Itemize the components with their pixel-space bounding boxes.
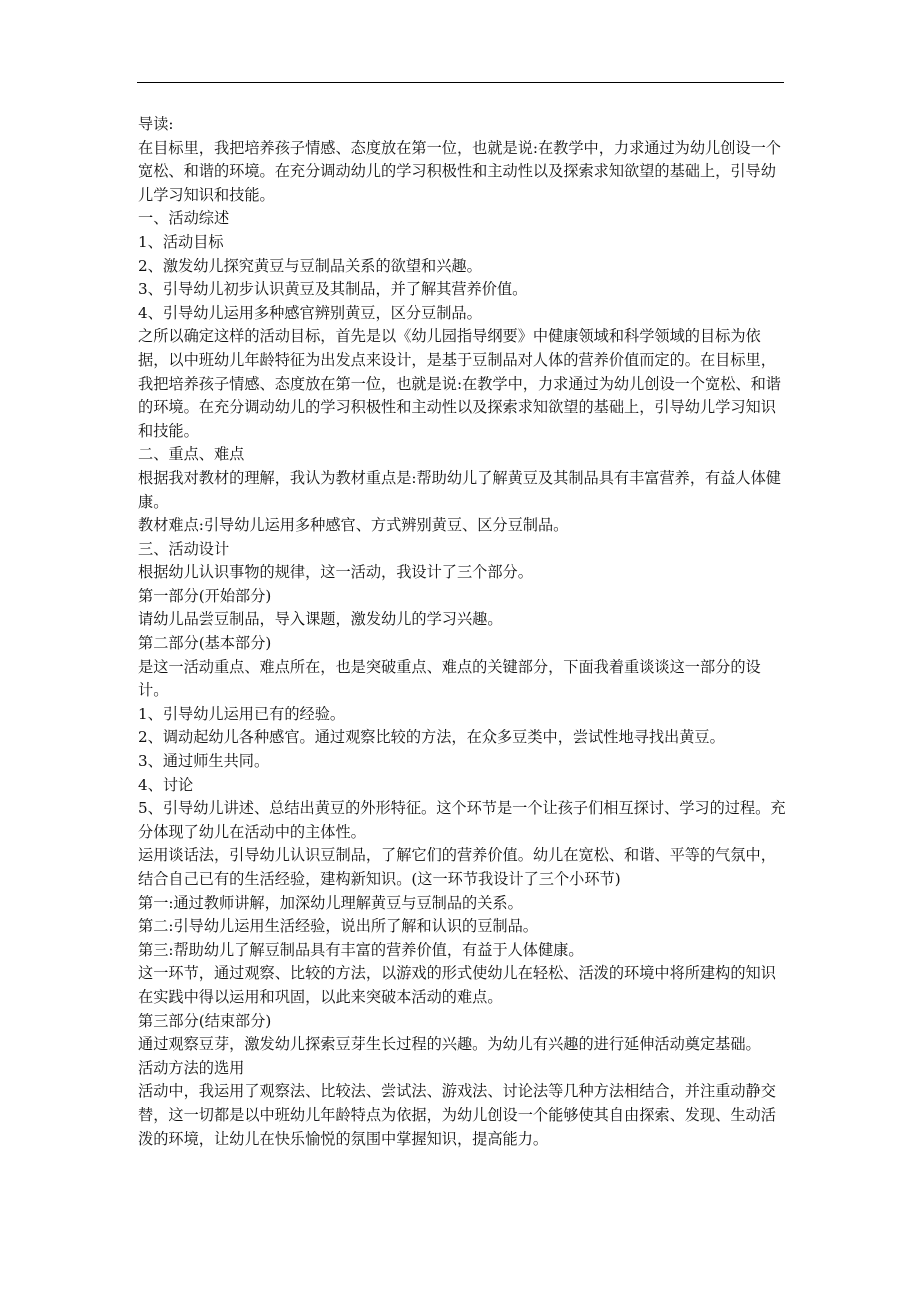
subheading-part-two: 第二部分(基本部分): [138, 634, 272, 653]
body-paragraph: 这一环节，通过观察、比较的方法，以游戏的形式使幼儿在轻松、活泼的环境中将所建构的知识在实践中得以运用和巩固，以此来突破本活动的难点。: [138, 964, 776, 1006]
list-item: 4、引导幼儿运用多种感官辨别黄豆，区分豆制品。: [138, 303, 482, 322]
body-paragraph: 活动中，我运用了观察法、比较法、尝试法、游戏法、讨论法等几种方法相结合，并注重动静交替，这一切都是以中班幼儿年龄特点为依据，为幼儿创设一个能够使其自由探索、发现、生动活泼的环境，让幼儿在快乐愉悦的氛围中掌握知识，提高能力。: [138, 1082, 776, 1148]
body-paragraph: 教材难点:引导幼儿运用多种感官、方式辨别黄豆、区分豆制品。: [138, 516, 569, 535]
header-rule: [137, 82, 784, 83]
list-item: 3、通过师生共同。: [138, 752, 270, 771]
section-heading-design: 三、活动设计: [138, 539, 230, 558]
document-body: [138, 113, 788, 1151]
body-paragraph: 运用谈话法，引导幼儿认识豆制品，了解它们的营养价值。幼儿在宽松、和谐、平等的气氛中，结合自己已有的生活经验，建构新知识。(这一环节我设计了三个小环节): [138, 846, 776, 888]
list-item: 第二:引导幼儿运用生活经验，说出所了解和认识的豆制品。: [138, 917, 538, 936]
section-heading-key-points: 二、重点、难点: [138, 445, 245, 464]
body-paragraph: 是这一活动重点、难点所在，也是突破重点、难点的关键部分，下面我着重谈谈这一部分的设计。: [138, 657, 761, 700]
subheading-methods: 活动方法的选用: [138, 1058, 245, 1077]
list-item: 第一:通过教师讲解，加深幼儿理解黄豆与豆制品的关系。: [138, 893, 523, 912]
list-item: 3、引导幼儿初步认识黄豆及其制品，并了解其营养价值。: [138, 280, 528, 299]
intro-paragraph: 在目标里，我把培养孩子情感、态度放在第一位，也就是说:在教学中，力求通过为幼儿创设一个宽松、和谐的环境。在充分调动幼儿的学习积极性和主动性以及探索求知欲望的基础上，引导幼儿学习知识和技能。: [138, 138, 781, 204]
body-paragraph: 之所以确定这样的活动目标，首先是以《幼儿园指导纲要》中健康领域和科学领域的目标为依据，以中班幼儿年龄特征为出发点来设计，是基于豆制品对人体的营养价值而定的。在目标里，我把培养孩子情感、态度放在第一位，也就是说:在教学中，力求通过为幼儿创设一个宽松、和谐的环境。在充分调动幼儿的学习积极性和主动性以及探索求知欲望的基础上，引导幼儿学习知识和技能。: [138, 327, 781, 440]
section-heading-overview: 一、活动综述: [138, 209, 230, 228]
body-paragraph: 根据幼儿认识事物的规律，这一活动，我设计了三个部分。: [138, 563, 533, 582]
body-paragraph: 通过观察豆芽，激发幼儿探索豆芽生长过程的兴趣。为幼儿有兴趣的进行延伸活动奠定基础。: [138, 1035, 761, 1054]
list-item: 第三:帮助幼儿了解豆制品具有丰富的营养价值，有益于人体健康。: [138, 940, 584, 959]
intro-label: 导读:: [138, 115, 174, 133]
subheading-part-three: 第三部分(结束部分): [138, 1011, 272, 1030]
list-item: 4、讨论: [138, 775, 194, 794]
list-item: 5、引导幼儿讲述、总结出黄豆的外形特征。这个环节是一个让孩子们相互探讨、学习的过程。充分体现了幼儿在活动中的主体性。: [138, 799, 786, 841]
body-paragraph: 根据我对教材的理解，我认为教材重点是:帮助幼儿了解黄豆及其制品具有丰富营养，有益人体健康。: [138, 468, 781, 511]
list-item: 2、调动起幼儿各种感官。通过观察比较的方法，在众多豆类中，尝试性地寻找出黄豆。: [138, 728, 725, 747]
list-item: 1、引导幼儿运用已有的经验。: [138, 704, 346, 723]
subheading-part-one: 第一部分(开始部分): [138, 586, 272, 605]
list-item: 2、激发幼儿探究黄豆与豆制品关系的欲望和兴趣。: [138, 256, 482, 275]
body-paragraph: 请幼儿品尝豆制品，导入课题，激发幼儿的学习兴趣。: [138, 610, 503, 629]
list-item: 1、活动目标: [138, 232, 224, 251]
